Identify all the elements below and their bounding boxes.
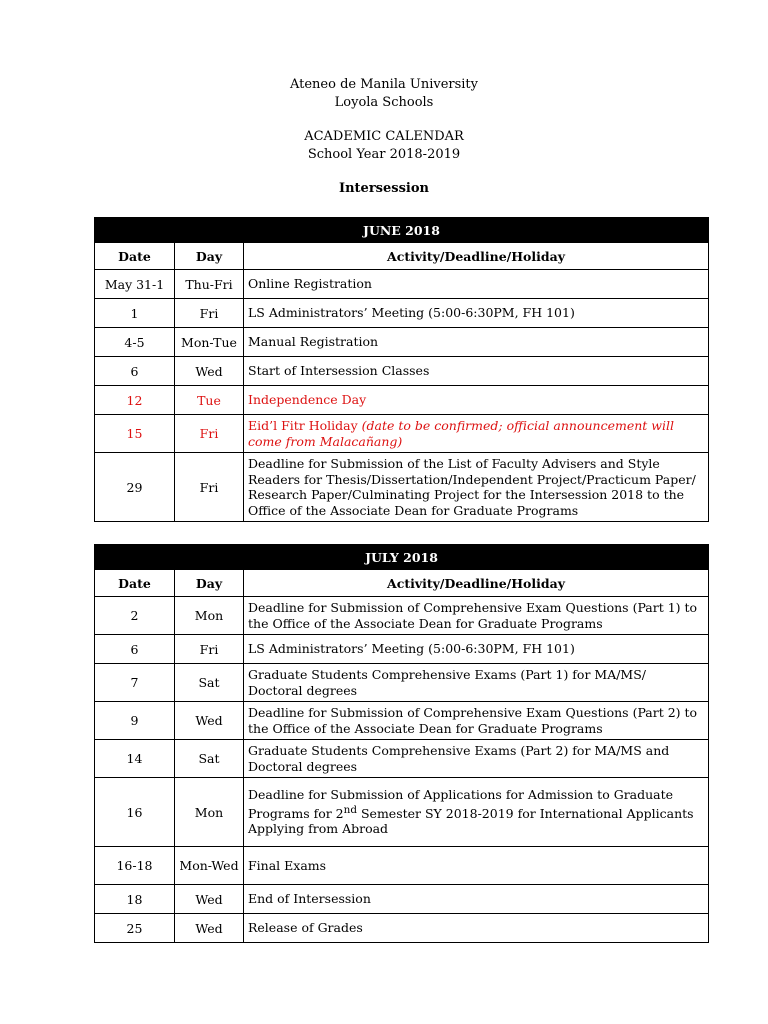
row-day: Thu-Fri [175,270,244,299]
row-date: 16 [95,778,175,847]
column-header-date: Date [95,243,175,270]
row-day: Mon-Wed [175,847,244,885]
row-date: 18 [95,885,175,914]
table-row [95,847,709,885]
row-day: Fri [175,415,244,453]
row-date: 14 [95,740,175,778]
table-row [95,357,709,386]
column-header-day: Day [175,570,244,597]
activity-text-part: Semester SY 2018-2019 for International Applicants Applying from Abroad [248,805,694,837]
table-row [95,270,709,299]
row-activity: Release of Grades [244,914,709,943]
table-row [95,740,709,778]
row-day: Fri [175,299,244,328]
table-row [95,328,709,357]
row-day: Tue [175,386,244,415]
table-row [95,702,709,740]
june-calendar-table [94,217,709,522]
row-date: 29 [95,453,175,522]
row-day: Mon [175,597,244,635]
column-header-activity: Activity/Deadline/Holiday [244,570,709,597]
term-title: Intersession [339,181,429,196]
table-row [95,664,709,702]
table-row [95,914,709,943]
row-day: Sat [175,740,244,778]
row-day: Wed [175,702,244,740]
row-activity: Deadline for Submission of the List of Faculty Advisers and Style Readers for Thesis/Dissertation/Independent Project/Practicum Paper/ Research Paper/Culminating Project for the Intersession 2018 to the Office of the Associate Dean for Graduate Programs [244,453,709,522]
row-date: 12 [95,386,175,415]
row-activity: Deadline for Submission of Comprehensive Exam Questions (Part 2) to the Office of the Associate Dean for Graduate Programs [244,702,709,740]
row-activity: Online Registration [244,270,709,299]
row-date: May 31-1 [95,270,175,299]
column-header-activity: Activity/Deadline/Holiday [244,243,709,270]
holiday-row [95,415,709,453]
row-activity: End of Intersession [244,885,709,914]
holiday-name: Eid’l Fitr Holiday [248,418,358,433]
row-activity: Final Exams [244,847,709,885]
row-activity: Deadline for Submission of Comprehensive Exam Questions (Part 1) to the Office of the Associate Dean for Graduate Programs [244,597,709,635]
row-day: Mon [175,778,244,847]
table-row [95,299,709,328]
holiday-row [95,386,709,415]
row-date: 16-18 [95,847,175,885]
row-activity: Manual Registration [244,328,709,357]
holiday-note: (date to be confirmed; official announcement will come from Malacañang) [248,418,674,449]
school-year: School Year 2018-2019 [307,147,461,162]
row-date: 6 [95,357,175,386]
row-activity: LS Administrators’ Meeting (5:00-6:30PM, FH 101) [244,299,709,328]
month-header-june: JUNE 2018 [95,218,709,243]
row-activity: Graduate Students Comprehensive Exams (Part 2) for MA/MS and Doctoral degrees [244,740,709,778]
document-title: ACADEMIC CALENDAR [304,129,464,144]
row-date: 9 [95,702,175,740]
row-date: 4-5 [95,328,175,357]
table-row [95,635,709,664]
table-row [95,453,709,522]
row-day: Mon-Tue [175,328,244,357]
row-activity: Start of Intersession Classes [244,357,709,386]
row-activity [244,778,709,847]
row-activity: Graduate Students Comprehensive Exams (Part 1) for MA/MS/ Doctoral degrees [244,664,709,702]
row-date: 1 [95,299,175,328]
table-row [95,885,709,914]
row-day: Fri [175,453,244,522]
row-activity: Independence Day [244,386,709,415]
row-date: 25 [95,914,175,943]
month-header-july: JULY 2018 [95,545,709,570]
row-day: Fri [175,635,244,664]
school-name: Loyola Schools [334,95,434,110]
column-header-day: Day [175,243,244,270]
row-activity: LS Administrators’ Meeting (5:00-6:30PM, FH 101) [244,635,709,664]
row-date: 15 [95,415,175,453]
table-row [95,597,709,635]
column-header-date: Date [95,570,175,597]
row-day: Sat [175,664,244,702]
row-date: 6 [95,635,175,664]
row-day: Wed [175,885,244,914]
row-day: Wed [175,357,244,386]
activity-text-part: Deadline for Submission of Applications for Admission to Graduate Programs for 2 [248,787,674,821]
document-header [0,76,768,198]
row-date: 2 [95,597,175,635]
row-day: Wed [175,914,244,943]
row-activity [244,415,709,453]
table-row [95,778,709,847]
university-name: Ateneo de Manila University [289,77,479,92]
row-date: 7 [95,664,175,702]
ordinal-suffix: nd [343,803,358,816]
july-calendar-table [94,544,709,943]
